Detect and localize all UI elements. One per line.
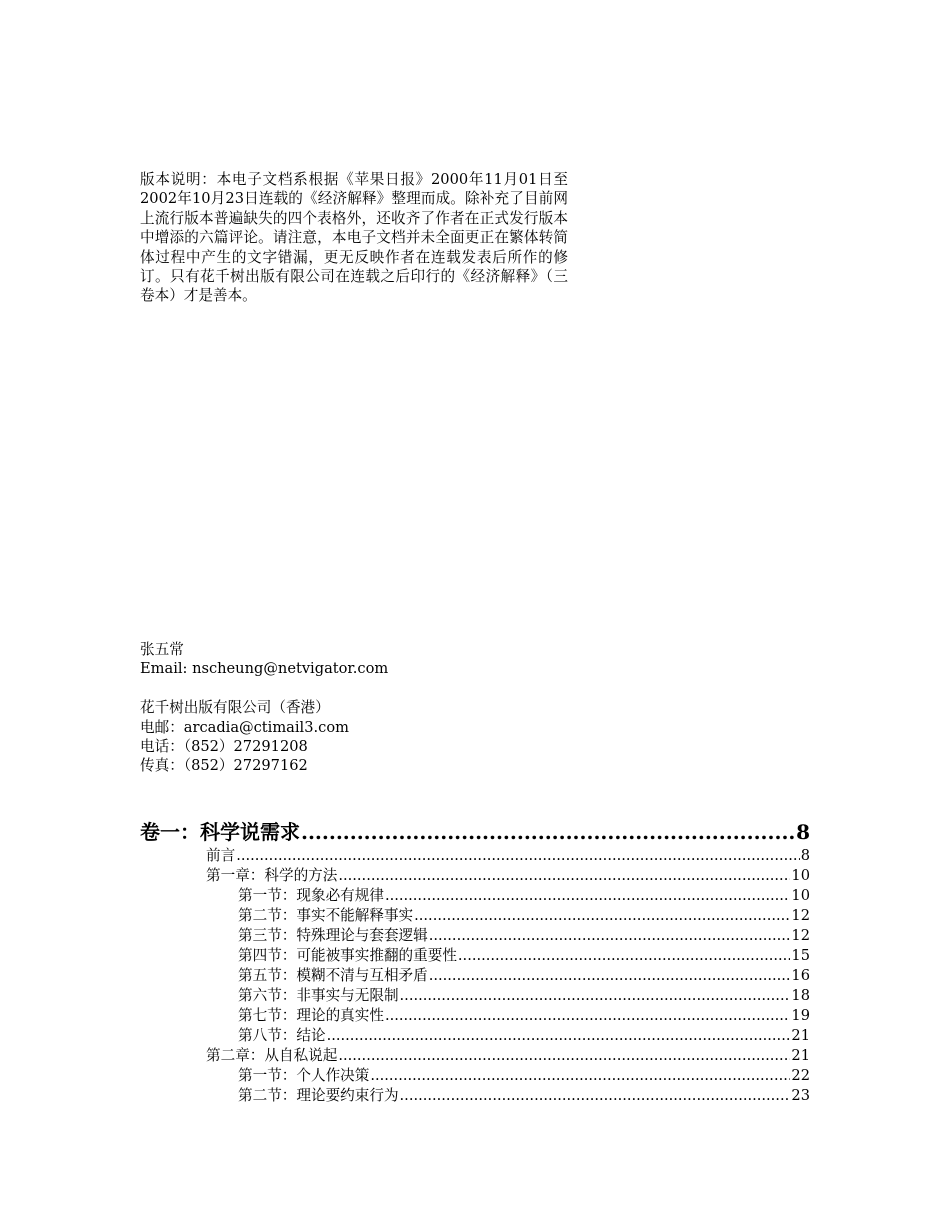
toc-entry-page: 16 <box>791 967 810 984</box>
toc-entry-title: 第四节：可能被事实推翻的重要性 <box>238 947 457 964</box>
toc-entry-page: 18 <box>791 987 810 1004</box>
toc-leader-dots <box>385 1006 790 1026</box>
toc-section-entry[interactable] <box>140 1086 810 1106</box>
toc-leader-dots <box>414 906 790 926</box>
toc-leader-dots <box>429 966 791 986</box>
toc-entry-title: 第三节：特殊理论与套套逻辑 <box>238 927 428 944</box>
toc-leader-dots <box>458 946 791 966</box>
toc-entry-page: 8 <box>800 847 810 864</box>
toc-entry-page: 10 <box>791 867 810 884</box>
author-email: Email: nscheung@netvigator.com <box>140 660 389 678</box>
toc-section-entry[interactable] <box>140 1066 810 1086</box>
toc-entry-title: 第一章：科学的方法 <box>206 867 338 884</box>
toc-entry-title: 第六节：非事实与无限制 <box>238 987 399 1004</box>
toc-section-entry[interactable] <box>140 1026 810 1046</box>
toc-leader-dots <box>338 866 790 886</box>
toc-entry-page: 21 <box>791 1047 810 1064</box>
toc-volume-entry[interactable] <box>140 818 810 846</box>
toc-entry-title: 前言 <box>206 847 236 864</box>
toc-entry-page: 12 <box>791 907 810 924</box>
publisher-phone: 电话：（852）27291208 <box>140 737 308 755</box>
toc-section-entry[interactable] <box>140 986 810 1006</box>
toc-leader-dots <box>400 986 791 1006</box>
toc-entry-title: 第八节：结论 <box>238 1027 326 1044</box>
toc-entry-title: 第二章：从自私说起 <box>206 1047 338 1064</box>
toc-section-entry[interactable] <box>140 886 810 906</box>
toc-chapter-entry[interactable] <box>140 846 810 866</box>
author-name: 张五常 <box>140 641 184 658</box>
toc-leader-dots <box>429 926 791 946</box>
toc-entry-page: 19 <box>791 1007 810 1024</box>
toc-leader-dots <box>370 1066 790 1086</box>
toc-entry-title: 卷一：科学说需求 <box>140 820 300 844</box>
toc-entry-title: 第二节：事实不能解释事实 <box>238 907 414 924</box>
toc-section-entry[interactable] <box>140 946 810 966</box>
publisher-name: 花千树出版有限公司（香港） <box>140 699 330 717</box>
toc-entry-title: 第七节：理论的真实性 <box>238 1007 384 1024</box>
spacer <box>140 679 640 698</box>
toc-leader-dots <box>385 886 790 906</box>
toc-chapter-entry[interactable] <box>140 1046 810 1066</box>
toc-chapter-entry[interactable] <box>140 866 810 886</box>
toc-section-entry[interactable] <box>140 1006 810 1026</box>
toc-entry-page: 22 <box>791 1067 810 1084</box>
toc-entry-page: 21 <box>791 1027 810 1044</box>
toc-section-entry[interactable] <box>140 926 810 946</box>
publisher-email: 电邮：arcadia@ctimail3.com <box>140 718 349 736</box>
toc-leader-dots <box>301 818 795 846</box>
table-of-contents <box>140 818 810 1106</box>
toc-leader-dots <box>236 846 800 866</box>
edition-notice: 版本说明：本电子文档系根据《苹果日报》2000年11月01日至2002年10月23日连载的《经济解释》整理而成。除补充了目前网上流行版本普遍缺失的四个表格外，还收齐了作者在正式发行版本中增添的六篇评论。请注意，本电子文档并未全面更正在繁体转简体过程中产生的文字错漏，更无反映作者在连载发表后所作的修订。只有花千树出版有限公司在连载之后印行的《经济解释》（三卷本）才是善本。 <box>140 171 568 305</box>
toc-entry-title: 第二节：理论要约束行为 <box>238 1087 399 1104</box>
toc-entry-page: 10 <box>791 887 810 904</box>
toc-entry-page: 12 <box>791 927 810 944</box>
toc-entry-page: 23 <box>791 1087 810 1104</box>
toc-leader-dots <box>400 1086 791 1106</box>
toc-section-entry[interactable] <box>140 906 810 926</box>
toc-leader-dots <box>327 1026 791 1046</box>
toc-entry-page: 15 <box>791 947 810 964</box>
toc-entry-title: 第一节：个人作决策 <box>238 1067 370 1084</box>
toc-entry-title: 第一节：现象必有规律 <box>238 887 384 904</box>
publisher-fax: 传真：（852）27297162 <box>140 757 308 775</box>
toc-section-entry[interactable] <box>140 966 810 986</box>
toc-entry-page: 8 <box>796 820 810 844</box>
contact-block <box>140 640 640 776</box>
toc-leader-dots <box>338 1046 790 1066</box>
toc-entry-title: 第五节：模糊不清与互相矛盾 <box>238 967 428 984</box>
